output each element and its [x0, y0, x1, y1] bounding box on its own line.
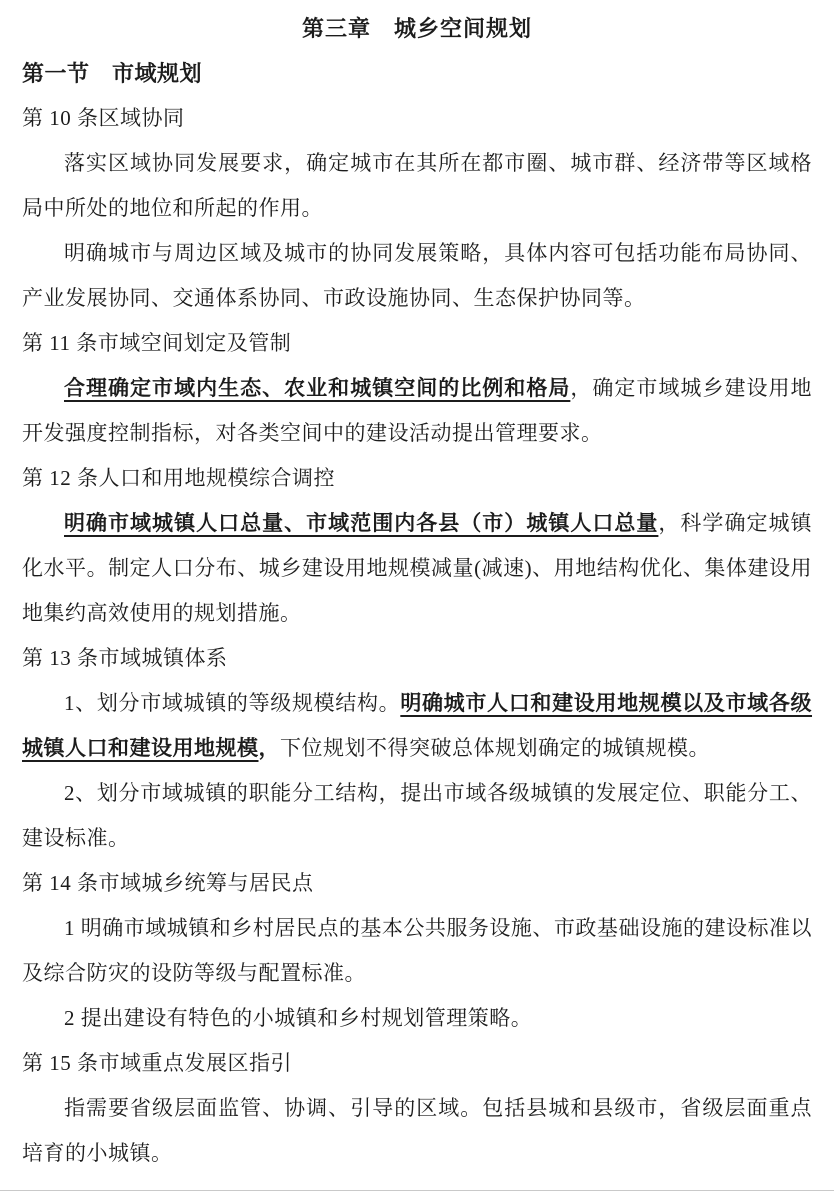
article-13-heading	[22, 636, 812, 681]
page-bottom-divider	[0, 1190, 834, 1191]
article-11-heading	[22, 321, 812, 366]
article-14-para-2	[22, 996, 812, 1041]
document-body	[22, 6, 812, 1176]
article-15-para-1	[22, 1086, 812, 1176]
article-14-heading	[22, 861, 812, 906]
text-run: 1、划分市域城镇的等级规模结构。	[64, 691, 401, 715]
article-12-heading	[22, 456, 812, 501]
text-run: 第 13 条市域城镇体系	[22, 646, 228, 670]
text-run: 合理确定市域内生态、农业和城镇空间的比例和格局	[64, 376, 571, 400]
text-run: 第 10 条区域协同	[22, 106, 185, 130]
article-15-heading	[22, 1041, 812, 1086]
text-run: ，科学确定城镇化水平。制定人口分布、城乡建设用地规模减量(减速)、用地结构优化、集体建设用地集约高效使用的规划措施。	[22, 511, 812, 625]
text-run: 第 14 条市域城乡统筹与居民点	[22, 871, 314, 895]
text-run: ，	[258, 736, 280, 760]
text-run: 第 11 条市域空间划定及管制	[22, 331, 292, 355]
text-run: 第 15 条市域重点发展区指引	[22, 1051, 292, 1075]
text-run: 下位规划不得突破总体规划确定的城镇规模。	[280, 736, 710, 760]
article-12-para-1	[22, 501, 812, 636]
text-run: 指需要省级层面监管、协调、引导的区域。包括县城和县级市，省级层面重点培育的小城镇。	[22, 1096, 812, 1165]
article-10-para-1	[22, 141, 812, 231]
text-run: 第 12 条人口和用地规模综合调控	[22, 466, 335, 490]
text-run: 明确城市与周边区域及城市的协同发展策略，具体内容可包括功能布局协同、产业发展协同、交通体系协同、市政设施协同、生态保护协同等。	[22, 241, 812, 310]
article-10-para-2	[22, 231, 812, 321]
section-heading	[22, 51, 812, 96]
text-run: 1 明确市域城镇和乡村居民点的基本公共服务设施、市政基础设施的建设标准以及综合防灾的设防等级与配置标准。	[22, 916, 812, 985]
text-run: 2、划分市域城镇的职能分工结构，提出市域各级城镇的发展定位、职能分工、建设标准。	[22, 781, 812, 850]
text-run: 明确市域城镇人口总量、市域范围内各县（市）城镇人口总量	[64, 511, 659, 535]
text-run: 第三章 城乡空间规划	[301, 16, 532, 41]
article-10-heading	[22, 96, 812, 141]
text-run: 明确城市人口和建设用地规模以及市域各级城镇人口和建设用地规模	[22, 691, 813, 760]
article-13-para-2	[22, 771, 812, 861]
article-11-para-1	[22, 366, 812, 456]
article-14-para-1	[22, 906, 812, 996]
text-run: ，确定市域城乡建设用地开发强度控制指标，对各类空间中的建设活动提出管理要求。	[22, 376, 813, 445]
article-13-para-1	[22, 681, 812, 771]
text-run: 落实区域协同发展要求，确定城市在其所在都市圈、城市群、经济带等区域格局中所处的地位和所起的作用。	[22, 151, 812, 220]
chapter-title	[22, 6, 812, 51]
text-run: 第一节 市域规划	[22, 61, 203, 86]
text-run: 2 提出建设有特色的小城镇和乡村规划管理策略。	[64, 1006, 533, 1030]
